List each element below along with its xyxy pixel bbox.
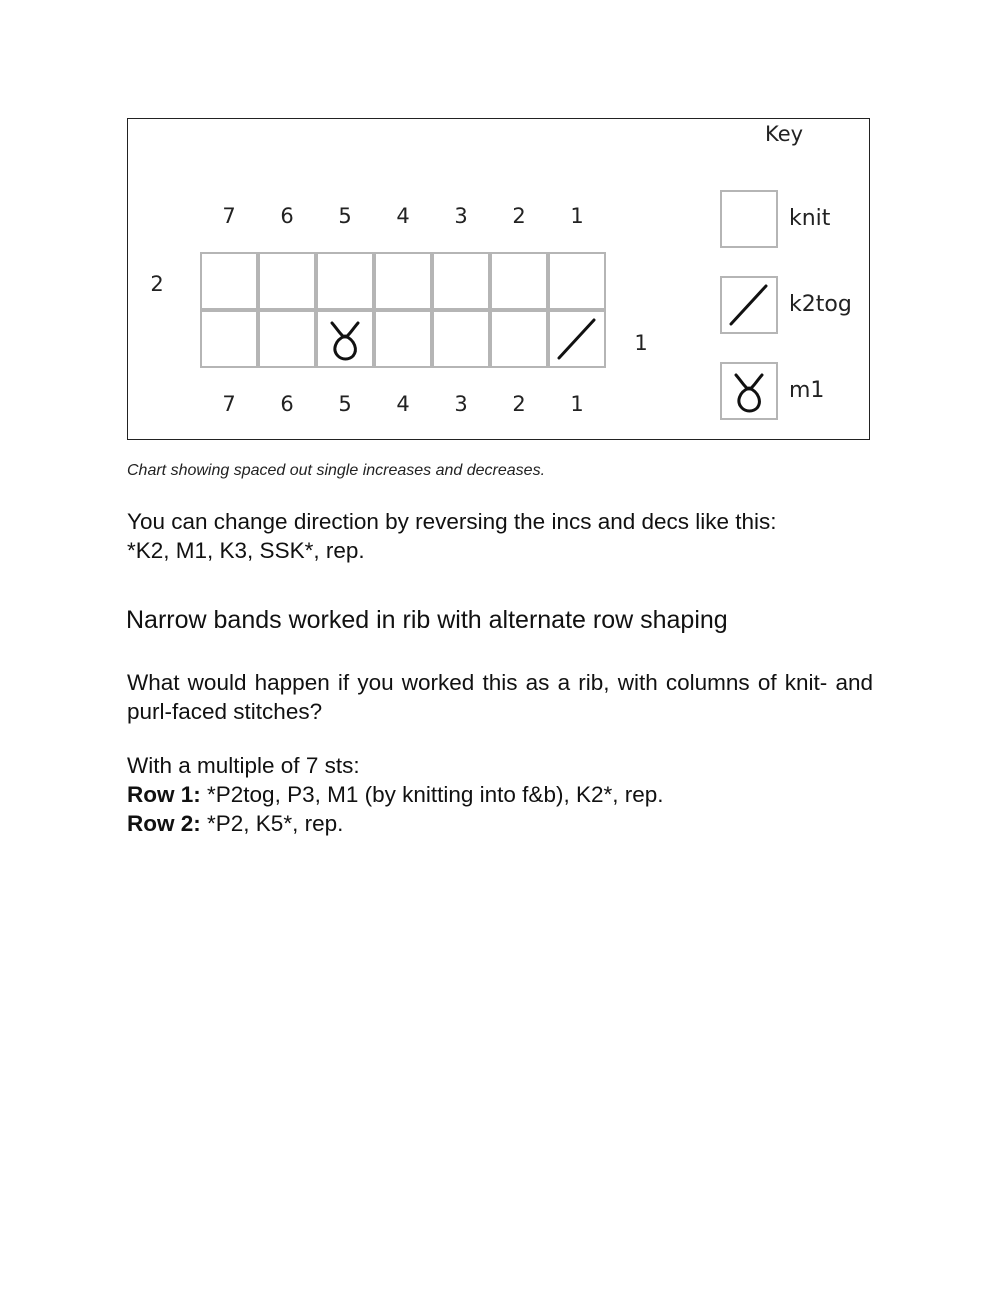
m1-symbol-icon [722, 364, 776, 418]
knit-symbol-icon [202, 254, 256, 308]
row-2-label: Row 2: [127, 811, 201, 836]
key-swatch-knit [720, 190, 778, 248]
key-swatch-m1 [720, 362, 778, 420]
row-1-label: Row 1: [127, 782, 201, 807]
chart-cell-knit [258, 310, 316, 368]
knit-symbol-icon [492, 312, 546, 366]
chart-cell-knit [490, 310, 548, 368]
top-column-number: 2 [512, 204, 526, 228]
rib-question-paragraph: What would happen if you worked this as a rib, with columns of knit- and purl-faced stitches? [127, 670, 873, 724]
instructions-intro: With a multiple of 7 sts: [127, 753, 360, 778]
row-label-2: 2 [150, 272, 164, 296]
bottom-column-number: 6 [280, 392, 294, 416]
knit-symbol-icon [376, 254, 430, 308]
row-2-instruction [127, 809, 873, 838]
chart-cell-knit [548, 252, 606, 310]
chart-cell-knit [432, 310, 490, 368]
instructions-block [127, 751, 873, 838]
k2tog-symbol-icon [722, 278, 776, 332]
knit-symbol-icon [434, 254, 488, 308]
top-column-number: 5 [338, 204, 352, 228]
direction-line-2: *K2, M1, K3, SSK*, rep. [127, 538, 365, 563]
m1-symbol-icon [318, 312, 372, 366]
bottom-column-number: 4 [396, 392, 410, 416]
bottom-column-number: 2 [512, 392, 526, 416]
bottom-column-number: 1 [570, 392, 584, 416]
chart-cell-knit [200, 310, 258, 368]
bottom-column-number: 3 [454, 392, 468, 416]
chart-cell-knit [490, 252, 548, 310]
knit-symbol-icon [202, 312, 256, 366]
row-label-1: 1 [634, 331, 648, 355]
key-label-k2tog: k2tog [789, 292, 852, 317]
top-column-number: 3 [454, 204, 468, 228]
key-label-m1: m1 [789, 378, 825, 403]
chart-cell-knit [200, 252, 258, 310]
chart-cell-knit [316, 252, 374, 310]
chart-caption: Chart showing spaced out single increases and decreases. [127, 462, 546, 479]
knit-symbol-icon [722, 192, 776, 246]
knit-symbol-icon [260, 254, 314, 308]
chart-cell-k2tog [548, 310, 606, 368]
row-1-instruction [127, 780, 873, 809]
k2tog-symbol-icon [550, 312, 604, 366]
chart-cell-knit [258, 252, 316, 310]
chart-cell-knit [374, 252, 432, 310]
knit-symbol-icon [318, 254, 372, 308]
chart-cell-knit [374, 310, 432, 368]
knit-symbol-icon [492, 254, 546, 308]
chart-cell-m1 [316, 310, 374, 368]
bottom-column-number: 7 [222, 392, 236, 416]
key-label-knit: knit [789, 206, 831, 231]
direction-paragraph [127, 507, 873, 565]
key-title: Key [765, 122, 804, 146]
knit-symbol-icon [550, 254, 604, 308]
knit-symbol-icon [260, 312, 314, 366]
bottom-column-number: 5 [338, 392, 352, 416]
top-column-number: 4 [396, 204, 410, 228]
knit-symbol-icon [434, 312, 488, 366]
row-2-text: *P2, K5*, rep. [200, 811, 344, 836]
knit-symbol-icon [376, 312, 430, 366]
direction-line-1: You can change direction by reversing the incs and decs like this: [127, 509, 777, 534]
row-1-text: *P2tog, P3, M1 (by knitting into f&b), K2*, rep. [200, 782, 664, 807]
key-swatch-k2tog [720, 276, 778, 334]
chart-cell-knit [432, 252, 490, 310]
top-column-number: 7 [222, 204, 236, 228]
top-column-number: 1 [570, 204, 584, 228]
section-heading: Narrow bands worked in rib with alternate row shaping [126, 606, 728, 634]
top-column-number: 6 [280, 204, 294, 228]
